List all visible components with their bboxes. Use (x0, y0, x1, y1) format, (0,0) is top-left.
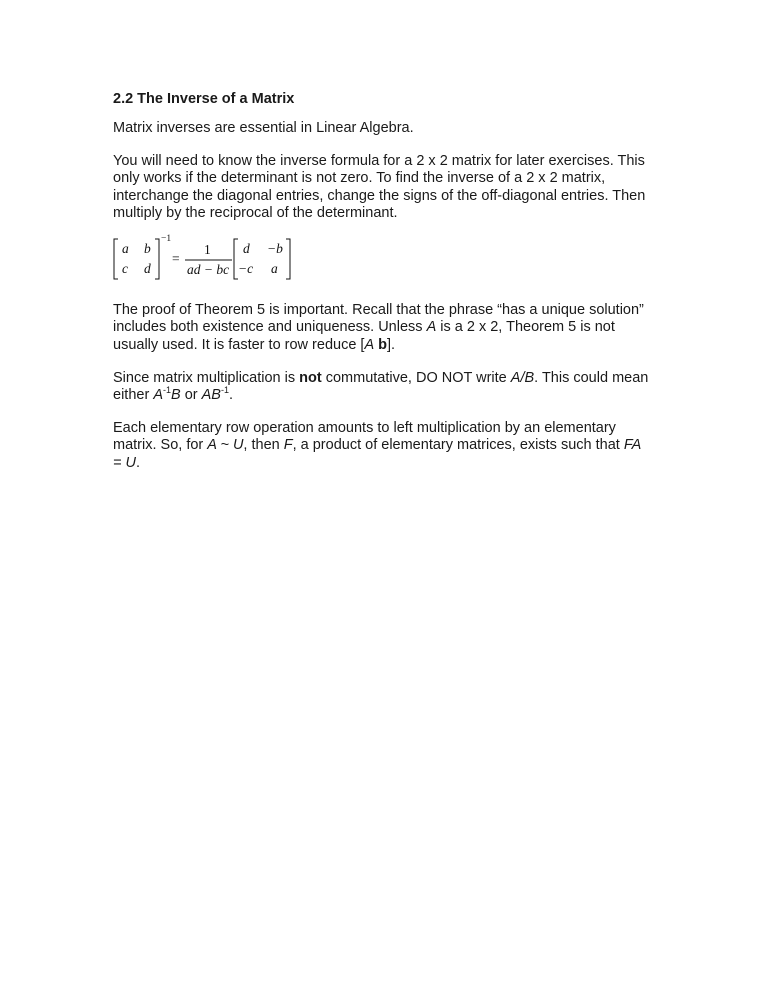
math-var: A (153, 387, 163, 404)
text: , a product of elementary matrices, exists such that (292, 437, 624, 454)
result-entry-11: d (243, 241, 250, 257)
math-var: B (171, 387, 181, 404)
result-entry-12: −b (267, 241, 283, 257)
text: commutative, DO NOT write (321, 369, 511, 386)
text: , then (243, 437, 284, 454)
paragraph-intro: Matrix inverses are essential in Linear Algebra. (113, 120, 414, 136)
result-entry-22: a (271, 261, 278, 277)
matrix-entry-c: c (122, 261, 128, 277)
inverse-exponent: −1 (161, 234, 172, 245)
paragraph-elementary (113, 420, 653, 472)
equals-sign: = (172, 251, 180, 267)
text: . (135, 454, 140, 471)
math-var: F (283, 437, 293, 454)
matrix-entry-b: b (144, 241, 151, 257)
paragraph-inverse-formula: You will need to know the inverse formula for a 2 x 2 matrix for later exercises. This only works if the determinant is not zero. To find the inverse of a 2 x 2 matrix, interchange the diagonal entries, change the signs of the off-diagonal entries. Then multiply by the reciprocal of the determinant. (113, 152, 646, 222)
math-expr: A/B (510, 369, 535, 386)
text: is a 2 x 2, Theorem 5 is not usually used. It is faster to row reduce [ (113, 319, 615, 353)
fraction-denominator: ad − bc (187, 262, 230, 278)
text: Each elementary row operation amounts to left multiplication by an elementary matrix. So, for (113, 420, 616, 454)
math-expr: FA = U (113, 437, 641, 471)
matrix-entry-d: d (144, 261, 151, 277)
math-var: A (426, 319, 437, 336)
paragraph-theorem5 (113, 302, 653, 354)
text: Since matrix multiplication is (113, 369, 300, 386)
math-vector: b (378, 336, 388, 353)
math-var: A (364, 336, 375, 353)
text: . This could mean either (113, 369, 649, 404)
math-expr: AB (201, 387, 221, 404)
fraction-numerator: 1 (204, 242, 211, 258)
superscript: -1 (162, 385, 171, 396)
document-page (113, 91, 653, 488)
result-entry-21: −c (238, 261, 254, 277)
text: . (228, 387, 234, 404)
inverse-formula (113, 234, 653, 282)
matrix-entry-a: a (122, 241, 129, 257)
section-title: 2.2 The Inverse of a Matrix (113, 91, 295, 107)
paragraph-commutative (113, 370, 653, 405)
math-expr: A ~ U (207, 437, 244, 454)
text: ]. (387, 336, 396, 353)
text: or (180, 387, 202, 404)
text: The proof of Theorem 5 is important. Recall that the phrase “has a unique solution” includes both existence and uniqueness. Unless (113, 302, 644, 336)
superscript: -1 (220, 385, 229, 396)
emphasis: not (299, 369, 322, 386)
